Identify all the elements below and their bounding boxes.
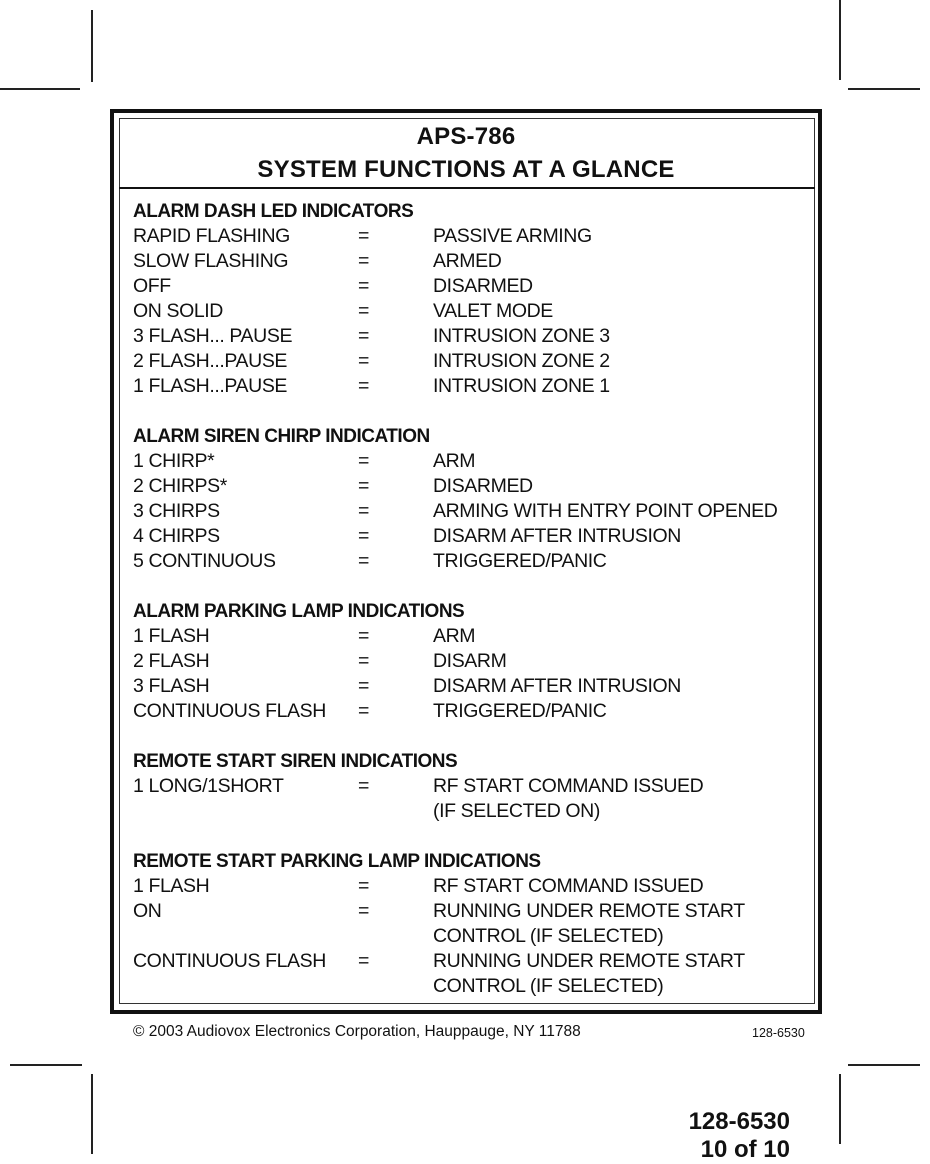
indication-row: [133, 349, 803, 374]
meaning-label: ARM: [433, 450, 476, 472]
signal-label: 2 FLASH...PAUSE: [133, 350, 288, 372]
indication-row: [133, 299, 803, 324]
equals-sign: =: [358, 450, 369, 472]
crop-mark: [848, 1064, 920, 1066]
equals-sign: =: [358, 250, 369, 272]
meaning-label: INTRUSION ZONE 3: [433, 325, 610, 347]
section: [133, 849, 803, 999]
equals-sign: =: [358, 225, 369, 247]
equals-sign: =: [358, 950, 369, 972]
indication-row: [133, 699, 803, 724]
equals-sign: =: [358, 300, 369, 322]
indications-list: [133, 199, 803, 1024]
indication-row: [133, 499, 803, 524]
crop-mark: [839, 0, 841, 80]
crop-mark: [839, 1074, 841, 1144]
signal-label: CONTINUOUS FLASH: [133, 950, 326, 972]
indication-row: [133, 874, 803, 899]
meaning-label: INTRUSION ZONE 1: [433, 375, 610, 397]
signal-label: 1 FLASH: [133, 625, 210, 647]
section-title: REMOTE START SIREN INDICATIONS: [133, 751, 458, 772]
indication-row: [133, 474, 803, 499]
copyright-notice: © 2003 Audiovox Electronics Corporation, Hauppauge, NY 11788: [133, 1023, 581, 1040]
section: [133, 424, 803, 574]
equals-sign: =: [358, 900, 369, 922]
meaning-label: INTRUSION ZONE 2: [433, 350, 610, 372]
meaning-label: RF START COMMAND ISSUED: [433, 875, 704, 897]
indication-row: [133, 524, 803, 549]
crop-mark: [91, 10, 93, 82]
doc-number: 128-6530: [688, 1108, 790, 1135]
meaning-label: ARMED: [433, 250, 502, 272]
title-divider: [119, 187, 815, 189]
equals-sign: =: [358, 625, 369, 647]
meaning-label: ARMING WITH ENTRY POINT OPENED: [433, 500, 778, 522]
meaning-label: VALET MODE: [433, 300, 553, 322]
equals-sign: =: [358, 650, 369, 672]
signal-label: 2 CHIRPS*: [133, 475, 227, 497]
indication-row: [133, 974, 803, 999]
indication-row: [133, 274, 803, 299]
meaning-label: DISARMED: [433, 475, 533, 497]
crop-mark: [91, 1074, 93, 1154]
section-title: ALARM SIREN CHIRP INDICATION: [133, 426, 430, 447]
meaning-label: RUNNING UNDER REMOTE START: [433, 900, 745, 922]
equals-sign: =: [358, 325, 369, 347]
crop-mark: [10, 1064, 82, 1066]
signal-label: OFF: [133, 275, 171, 297]
indication-row: [133, 249, 803, 274]
signal-label: 3 FLASH... PAUSE: [133, 325, 293, 347]
model-title: APS-786: [416, 123, 516, 150]
section-title: ALARM PARKING LAMP INDICATIONS: [133, 601, 465, 622]
meaning-label: CONTROL (IF SELECTED): [433, 925, 664, 947]
indication-row: [133, 899, 803, 924]
section-title: REMOTE START PARKING LAMP INDICATIONS: [133, 851, 541, 872]
signal-label: 3 CHIRPS: [133, 500, 220, 522]
signal-label: 4 CHIRPS: [133, 525, 220, 547]
indication-row: [133, 224, 803, 249]
crop-mark: [848, 88, 920, 90]
meaning-label: (IF SELECTED ON): [433, 800, 600, 822]
signal-label: 2 FLASH: [133, 650, 210, 672]
section: [133, 599, 803, 724]
indication-row: [133, 324, 803, 349]
indication-row: [133, 624, 803, 649]
equals-sign: =: [358, 550, 369, 572]
equals-sign: =: [358, 475, 369, 497]
meaning-label: ARM: [433, 625, 476, 647]
signal-label: SLOW FLASHING: [133, 250, 289, 272]
signal-label: CONTINUOUS FLASH: [133, 700, 326, 722]
equals-sign: =: [358, 500, 369, 522]
meaning-label: RUNNING UNDER REMOTE START: [433, 950, 745, 972]
indication-row: [133, 774, 803, 799]
crop-mark: [0, 88, 80, 90]
meaning-label: PASSIVE ARMING: [433, 225, 592, 247]
equals-sign: =: [358, 775, 369, 797]
equals-sign: =: [358, 275, 369, 297]
indication-row: [133, 374, 803, 399]
meaning-label: TRIGGERED/PANIC: [433, 550, 607, 572]
equals-sign: =: [358, 675, 369, 697]
meaning-label: DISARM AFTER INTRUSION: [433, 525, 681, 547]
signal-label: 5 CONTINUOUS: [133, 550, 276, 572]
meaning-label: CONTROL (IF SELECTED): [433, 975, 664, 997]
signal-label: 1 FLASH: [133, 875, 210, 897]
equals-sign: =: [358, 700, 369, 722]
equals-sign: =: [358, 875, 369, 897]
part-code: 128-6530: [752, 1026, 805, 1040]
signal-label: RAPID FLASHING: [133, 225, 290, 247]
equals-sign: =: [358, 350, 369, 372]
meaning-label: DISARMED: [433, 275, 533, 297]
section: [133, 749, 803, 824]
page-number: 10 of 10: [700, 1136, 790, 1163]
meaning-label: TRIGGERED/PANIC: [433, 700, 607, 722]
meaning-label: DISARM: [433, 650, 507, 672]
signal-label: 3 FLASH: [133, 675, 210, 697]
section: [133, 199, 803, 399]
section-title: ALARM DASH LED INDICATORS: [133, 201, 414, 222]
indication-row: [133, 449, 803, 474]
signal-label: 1 LONG/1SHORT: [133, 775, 284, 797]
signal-label: ON SOLID: [133, 300, 223, 322]
indication-row: [133, 674, 803, 699]
equals-sign: =: [358, 375, 369, 397]
meaning-label: RF START COMMAND ISSUED: [433, 775, 704, 797]
indication-row: [133, 649, 803, 674]
indication-row: [133, 949, 803, 974]
signal-label: ON: [133, 900, 162, 922]
page-title: SYSTEM FUNCTIONS AT A GLANCE: [257, 156, 675, 183]
equals-sign: =: [358, 525, 369, 547]
meaning-label: DISARM AFTER INTRUSION: [433, 675, 681, 697]
indication-row: [133, 549, 803, 574]
signal-label: 1 CHIRP*: [133, 450, 215, 472]
signal-label: 1 FLASH...PAUSE: [133, 375, 288, 397]
indication-row: [133, 924, 803, 949]
indication-row: [133, 799, 803, 824]
